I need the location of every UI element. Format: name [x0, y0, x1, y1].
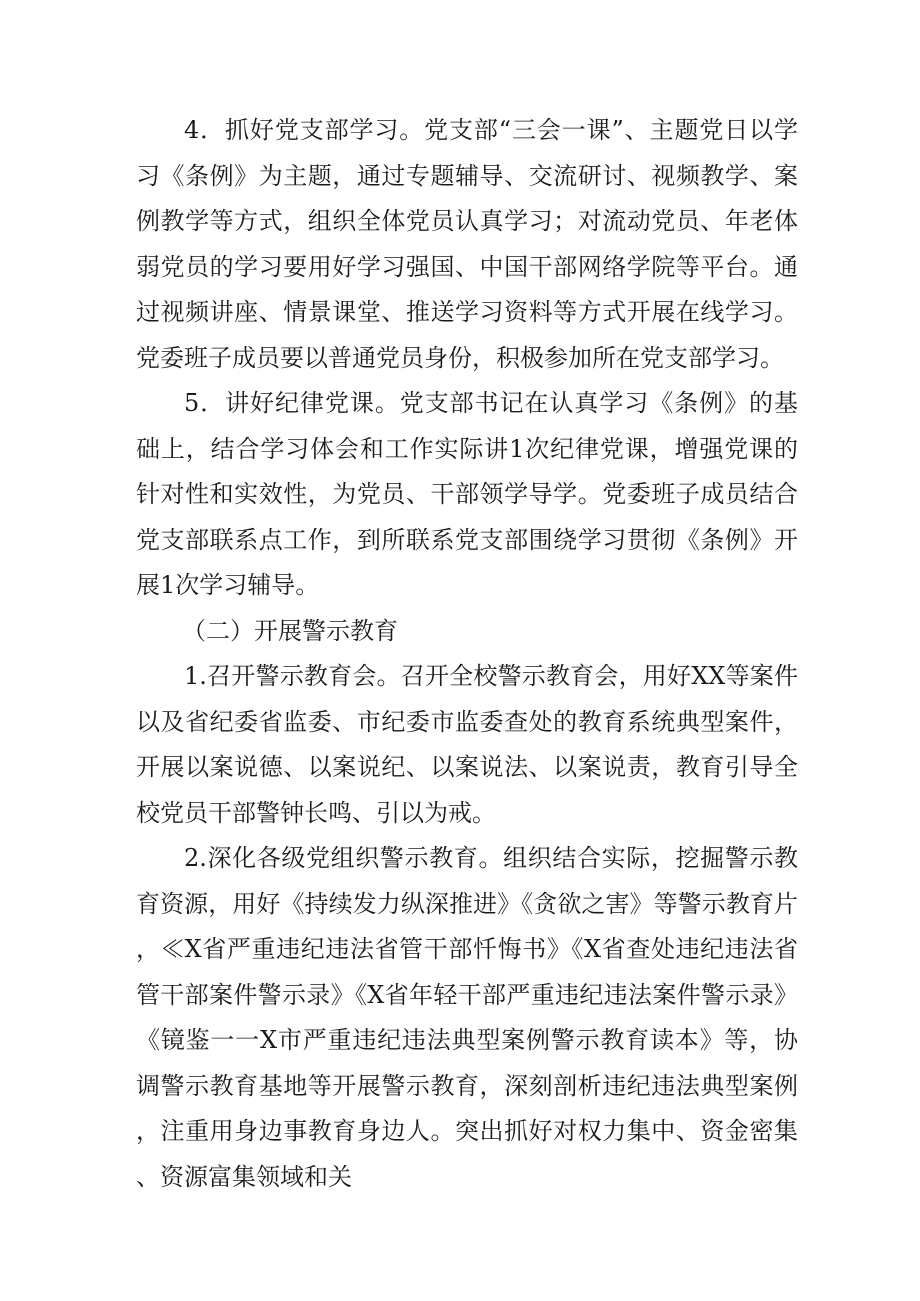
paragraph-item-5: 5．讲好纪律党课。党支部书记在认真学习《条例》的基础上，结合学习体会和工作实际讲1次纪律党课，增强党课的针对性和实效性，为党员、干部领学导学。党委班子成员结合党支部联系点工作，到所联系党支部围绕学习贯彻《条例》开展1次学习辅导。 [136, 389, 798, 599]
paragraph-item-4: 4．抓好党支部学习。党支部“三会一课”、主题党日以学习《条例》为主题，通过专题辅导、交流研讨、视频教学、案例教学等方式，组织全体党员认真学习；对流动党员、年老体弱党员的学习要用好学习强国、中国干部网络学院等平台。通过视频讲座、情景课堂、推送学习资料等方式开展在线学习。党委班子成员要以普通党员身份，积极参加所在党支部学习。 [136, 116, 798, 372]
section-heading: （二）开展警示教育 [182, 616, 398, 645]
paragraph-sub-item-1: 1.召开警示教育会。召开全校警示教育会，用好XX等案件以及省纪委省监委、市纪委市监委查处的教育系统典型案件，开展以案说德、以案说纪、以案说法、以案说责，教育引导全校党员干部警钟长鸣、引以为戒。 [136, 662, 798, 827]
paragraph-sub-item-2: 2.深化各级党组织警示教育。组织结合实际，挖掘警示教育资源，用好《持续发力纵深推进》《贪欲之害》等警示教育片，≪X省严重违纪违法省管干部忏悔书》《X省查处违纪违法省管干部案件警示录》《X省年轻干部严重违纪违法案件警示录》《镜鉴一一X市严重违纪违法典型案例警示教育读本》等，协调警示教育基地等开展警示教育，深刻剖析违纪违法典型案例，注重用身边事教育身边人。突出抓好对权力集中、资金密集、资源富集领域和关 [136, 844, 798, 1191]
document-body [136, 108, 798, 1200]
